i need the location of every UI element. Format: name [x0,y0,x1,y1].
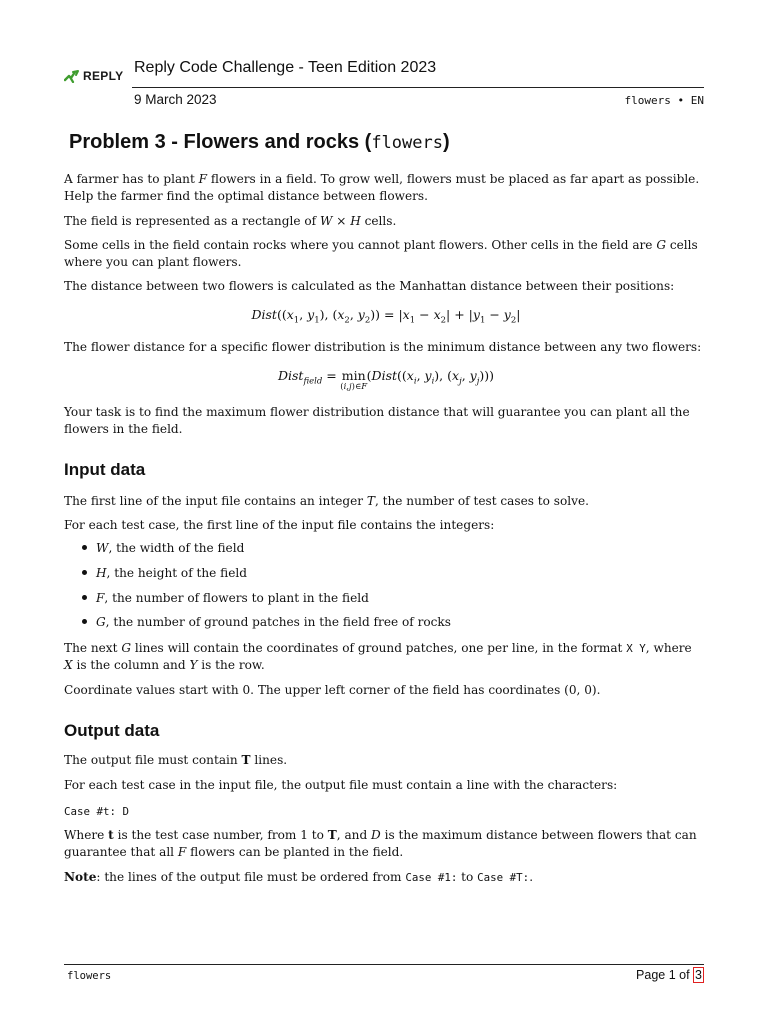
input-paragraph-2: For each test case, the first line of the input file contains the integers: [64,518,495,532]
header-problem-tag: flowers • EN [624,94,704,107]
header-rule [132,87,704,88]
output-format-code: Case #t: D [64,805,130,818]
problem-title [69,131,450,154]
output-paragraph-1: The output file must contain T lines. [64,753,288,767]
output-data-heading: Output data [64,721,160,740]
list-item: H, the height of the field [82,566,247,580]
list-item: G, the number of ground patches in the field free of rocks [82,615,451,629]
footer-page-number: Page 1 of 3 [636,968,702,982]
problem-title-prefix: Problem 3 - Flowers and rocks ( [69,131,372,153]
header-date: 9 March 2023 [134,92,217,107]
reply-logo [64,69,123,83]
reply-runner-icon [64,69,80,83]
intro-paragraph-2: The field is represented as a rectangle of W × H cells. [64,214,397,228]
output-paragraph-3: Where t is the test case number, from 1 to T, and D is the maximum distance between flowers that can guarantee that all F flowers can be planted in the field. [64,828,697,859]
intro-paragraph-3: Some cells in the field contain rocks where you cannot plant flowers. Other cells in the field are G cells where you can plant flowers. [64,238,698,269]
field-distance-formula: Dist$_{field}$ = min (i,j)∈F ($Dist((x_i$, $y_i$), ($x_j$, $y_j$))) [278,368,494,392]
footer-problem-name: flowers [67,970,112,982]
header-title: Reply Code Challenge - Teen Edition 2023 [134,59,437,76]
intro-paragraph-5: The flower distance for a specific flower distribution is the minimum distance between any two flowers: [64,340,702,354]
problem-title-suffix: ) [442,131,450,153]
total-pages-link[interactable]: 3 [695,968,702,982]
input-paragraph-3: The next G lines will contain the coordinates of ground patches, one per line, in the format X Y, where X is the column and Y is the row. [64,641,692,672]
list-item: F, the number of flowers to plant in the field [82,591,369,605]
intro-paragraph-6: Your task is to find the maximum flower distribution distance that will guarantee you can plant all the flowers in the field. [64,405,690,436]
input-data-heading: Input data [64,460,146,479]
list-item: W, the width of the field [82,541,244,555]
intro-paragraph-4: The distance between two flowers is calculated as the Manhattan distance between their positions: [64,279,675,293]
footer-rule [64,964,704,965]
logo-text: REPLY [83,69,124,83]
problem-title-code: flowers [371,133,443,153]
output-note: Note: the lines of the output file must be ordered from Case #1: to Case #T:. [64,870,534,884]
input-paragraph-1: The first line of the input file contains an integer T, the number of test cases to solve. [64,494,589,508]
input-paragraph-4: Coordinate values start with 0. The upper left corner of the field has coordinates (0, 0). [64,683,601,697]
manhattan-distance-formula: $Dist((x_1$, $y_1$), ($x_2$, $y_2)) = |x_1 - x_2| + |y_1 - y_2|$ [251,307,521,326]
output-paragraph-2: For each test case in the input file, the output file must contain a line with the characters: [64,778,618,792]
intro-paragraph-1: A farmer has to plant F flowers in a field. To grow well, flowers must be placed as far apart as possible. Help the farmer find the optimal distance between flowers. [64,172,700,203]
